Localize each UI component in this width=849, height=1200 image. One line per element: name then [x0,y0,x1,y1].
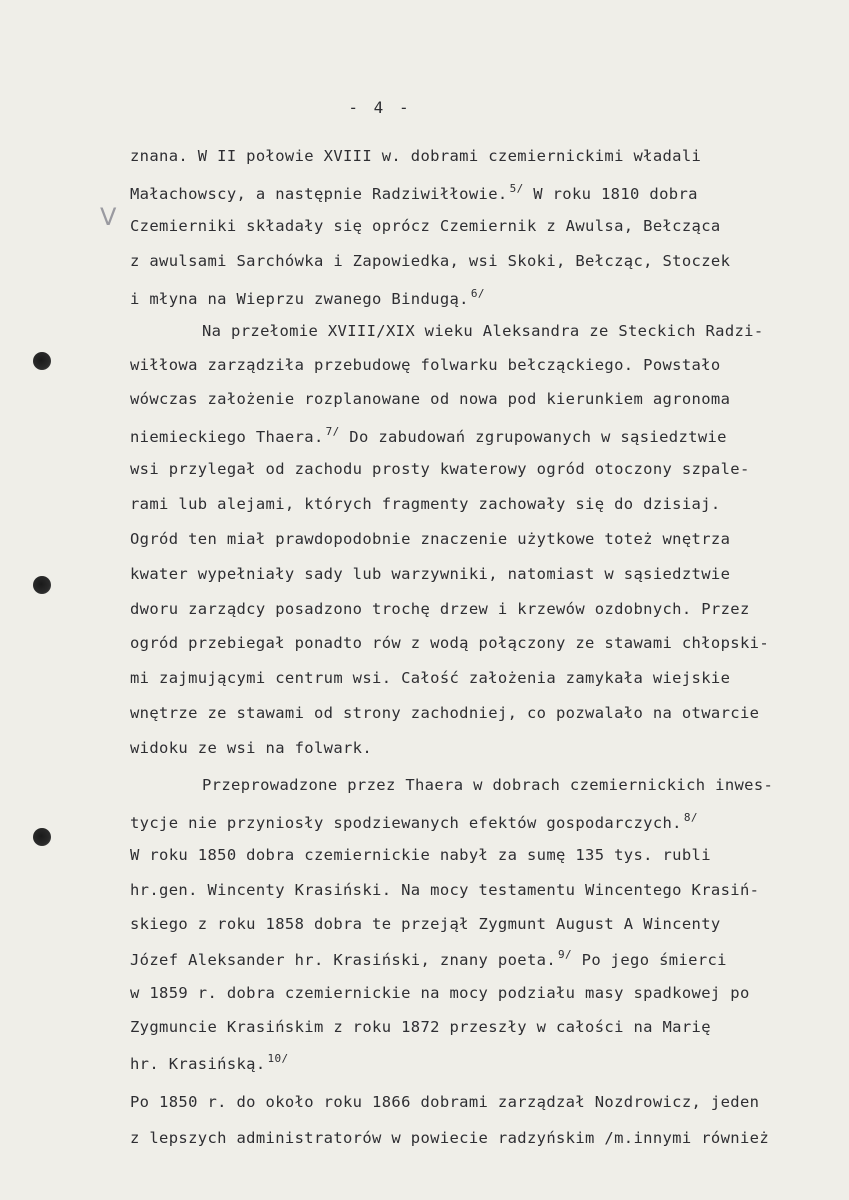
footnote-marker: 7/ [325,425,340,438]
line-text: rami lub alejami, których fragmenty zachowały się do dzisiaj. [130,495,721,513]
punch-hole [33,828,51,846]
text-line [130,1052,288,1073]
line-text-continued: Do zabudowań zgrupowanych w sąsiedztwie [339,428,727,446]
text-line [130,811,698,832]
text-line [130,460,750,478]
text-line [130,252,730,270]
text-line [130,984,750,1002]
text-line [130,881,759,899]
text-line [130,530,730,548]
line-text: hr. Krasińską. [130,1055,266,1073]
line-text: wiłłowa zarządziła przebudowę folwarku bełcząckiego. Powstało [130,356,721,374]
footnote-marker: 10/ [267,1052,289,1065]
text-line [130,495,721,513]
text-line [130,915,721,933]
line-text-continued: W roku 1810 dobra [523,185,698,203]
text-line [130,425,727,446]
text-line [130,948,727,969]
text-line [202,322,764,340]
line-text: Zygmuncie Krasińskim z roku 1872 przeszły w całości na Marię [130,1018,711,1036]
line-text: Ogród ten miał prawdopodobnie znaczenie użytkowe toteż wnętrza [130,530,731,548]
footnote-marker: 8/ [683,811,698,824]
footnote-marker: 6/ [470,287,485,300]
margin-check-mark: V [100,203,117,231]
line-text: Józef Aleksander hr. Krasiński, znany poeta. [130,951,556,969]
text-line [130,147,701,165]
text-line [130,287,485,308]
line-text: i młyna na Wieprzu zwanego Bindugą. [130,290,469,308]
line-text: Małachowscy, a następnie Radziwiłłowie. [130,185,508,203]
line-text: widoku ze wsi na folwark. [130,739,373,757]
text-line [130,565,730,583]
text-line [130,634,769,652]
line-text-continued: Po jego śmierci [571,951,727,969]
line-text: w 1859 r. dobra czemiernickie na mocy podziału masy spadkowej po [130,984,750,1002]
line-text: z lepszych administratorów w powiecie radzyńskim /m.innymi również [130,1129,769,1147]
line-text: Po 1850 r. do około roku 1866 dobrami zarządzał Nozdrowicz, jeden [130,1093,760,1111]
line-text: dworu zarządcy posadzono trochę drzew i krzewów ozdobnych. Przez [130,600,750,618]
punch-hole [33,352,51,370]
text-line [130,669,730,687]
line-text: wsi przylegał od zachodu prosty kwaterowy ogród otoczony szpale- [130,460,750,478]
text-line [130,356,721,374]
line-text: wówczas założenie rozplanowane od nowa pod kierunkiem agronoma [130,390,731,408]
text-line [130,182,698,203]
line-text: Na przełomie XVIII/XIX wieku Aleksandra ze Steckich Radzi- [202,322,764,340]
line-text: kwater wypełniały sady lub warzywniki, natomiast w sąsiedztwie [130,565,731,583]
footnote-marker: 9/ [558,948,572,961]
text-line [130,846,711,864]
text-line [130,1129,769,1147]
footnote-marker: 5/ [509,182,524,195]
line-text: wnętrze ze stawami od strony zachodniej, co pozwalało na otwarcie [130,704,760,722]
page-number: - 4 - [348,98,412,117]
line-text: niemieckiego Thaera. [130,428,324,446]
line-text: skiego z roku 1858 dobra te przejął Zygmunt August A Wincenty [130,915,721,933]
line-text: W roku 1850 dobra czemiernickie nabył za sumę 135 tys. rubli [130,846,711,864]
line-text: tycje nie przyniosły spodziewanych efektów gospodarczych. [130,814,682,832]
text-line [130,739,372,757]
text-line [130,217,721,235]
text-line [130,1093,759,1111]
text-line [130,704,759,722]
text-line [130,600,750,618]
line-text: z awulsami Sarchówka i Zapowiedka, wsi Skoki, Bełcząc, Stoczek [130,252,731,270]
line-text: mi zajmującymi centrum wsi. Całość założenia zamykała wiejskie [130,669,731,687]
punch-hole [33,576,51,594]
line-text: ogród przebiegał ponadto rów z wodą połączony ze stawami chłopski- [130,634,769,652]
line-text: znana. W II połowie XVIII w. dobrami czemiernickimi władali [130,147,702,165]
line-text: hr.gen. Wincenty Krasiński. Na mocy testamentu Wincentego Krasiń- [130,881,760,899]
text-line [130,390,730,408]
line-text: Przeprowadzone przez Thaera w dobrach czemiernickich inwes- [202,776,774,794]
line-text: Czemierniki składały się oprócz Czemiernik z Awulsa, Bełcząca [130,217,721,235]
text-line [202,776,773,794]
text-line [130,1018,711,1036]
